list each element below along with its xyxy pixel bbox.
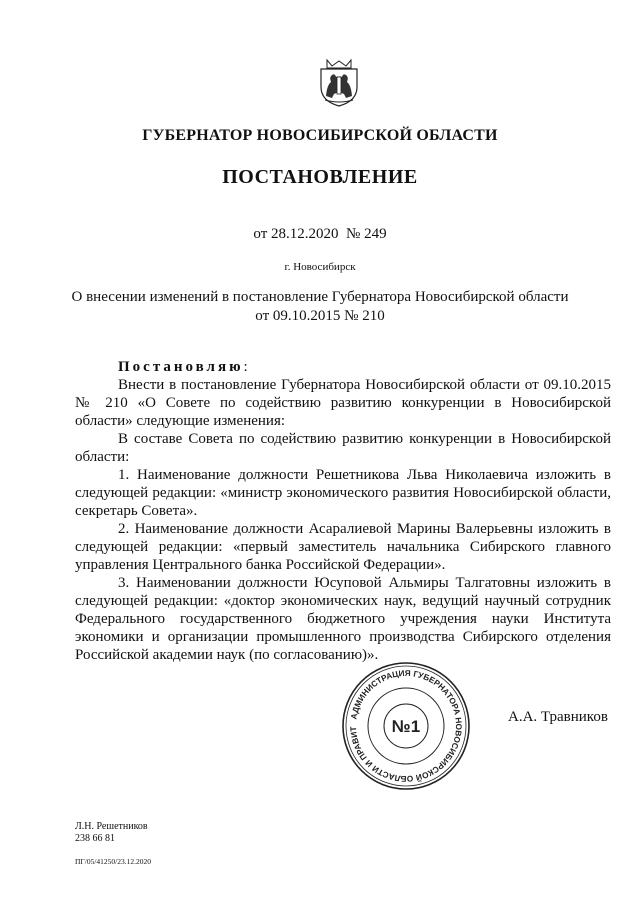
document-subject <box>0 288 640 326</box>
date-and-number: от 28.12.2020 № 249 <box>253 226 387 242</box>
issuer-title: ГУБЕРНАТОР НОВОСИБИРСКОЙ ОБЛАСТИ <box>142 127 498 144</box>
stamp-outer-text: АДМИНИСТРАЦИЯ ГУБЕРНАТОРА НОВОСИБИРСКОЙ ОБЛАСТИ И ПРАВИТ <box>347 667 465 785</box>
city: г. Новосибирск <box>284 261 356 273</box>
executor-block <box>75 821 148 845</box>
subject-line-1: О внесении изменений в постановление Губернатора Новосибирской области <box>71 289 569 305</box>
signatory-name: А.А. Травников <box>508 709 608 725</box>
executor-name: Л.Н. Решетников <box>75 821 148 832</box>
body-paragraph: 1. Наименование должности Решетникова Льва Николаевича изложить в следующей редакции: «министр экономического развития Новосибирской области, секретарь Совета». <box>75 467 611 519</box>
document-code: ПГ/05/41250/23.12.2020 <box>75 857 152 866</box>
body-paragraph: 3. Наименовании должности Юсуповой Альмиры Талгатовны изложить в следующей редакции: «доктор экономических наук, ведущий научный сотрудник Федерального государственного бюджетного учреждения науки Института экономики и организации промышленного производства Сибирского отделения Российской академии наук (по согласованию)». <box>75 575 611 663</box>
stamp-number: №1 <box>391 717 421 736</box>
executor-phone: 238 66 81 <box>75 833 115 844</box>
resolve-heading <box>75 358 611 376</box>
body-paragraph: 2. Наименование должности Асаралиевой Марины Валерьевны изложить в следующей редакции: «первый заместитель начальника Сибирского главного управления Центрального банка Российской Федерации». <box>75 521 611 573</box>
body-paragraph: Внести в постановление Губернатора Новосибирской области от 09.10.2015 № 210 «О Совете по содействию развитию конкуренции в Новосибирской области» следующие изменения: <box>75 377 611 429</box>
resolve-colon: : <box>243 359 248 375</box>
coat-of-arms-icon <box>317 57 361 107</box>
document-body <box>75 358 611 664</box>
body-paragraph: В составе Совета по содействию развитию конкуренции в Новосибирской области: <box>75 431 611 465</box>
official-stamp <box>340 660 472 792</box>
subject-line-2: от 09.10.2015 № 210 <box>255 308 385 324</box>
document-type: ПОСТАНОВЛЕНИЕ <box>222 166 418 188</box>
resolve-word: Постановляю <box>118 359 244 375</box>
